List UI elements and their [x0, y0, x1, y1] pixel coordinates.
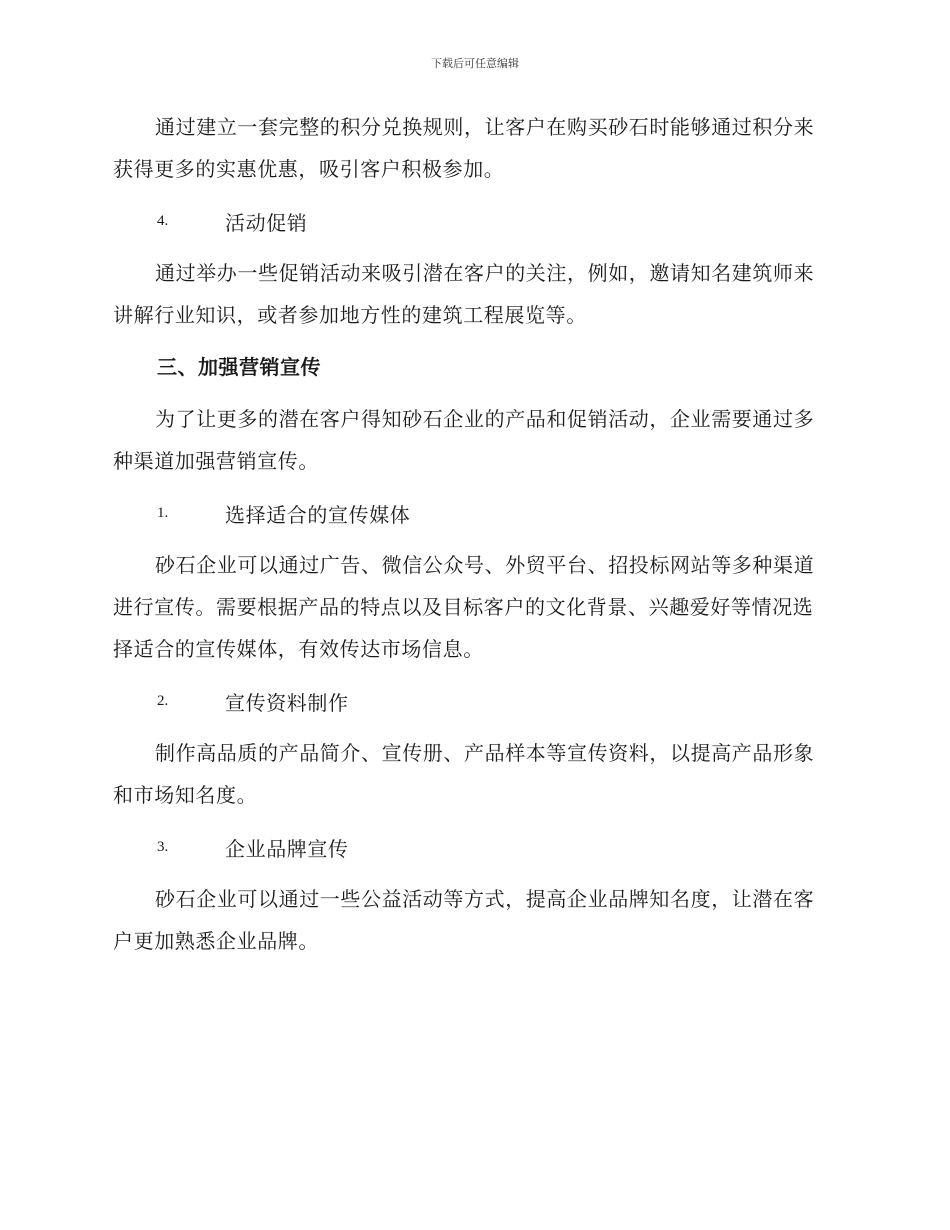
header-note: 下载后可任意编辑	[431, 57, 519, 70]
list-item-activity-promotion	[113, 200, 833, 242]
paragraph-points-exchange: 通过建立一套完整的积分兑换规则，让客户在购买砂石时能够通过积分来获得更多的实惠优惠，吸引客户积极参加。	[113, 115, 815, 181]
paragraph-media-channels: 砂石企业可以通过广告、微信公众号、外贸平台、招投标网站等多种渠道进行宣传。需要根据产品的特点以及目标客户的文化背景、兴趣爱好等情况选择适合的宣传媒体，有效传达市场信息。	[113, 553, 815, 661]
list-item-brand	[113, 826, 833, 868]
list-label: 企业品牌宣传	[225, 836, 349, 861]
paragraph-marketing-intro: 为了让更多的潜在客户得知砂石企业的产品和促销活动，企业需要通过多种渠道加强营销宣传。	[113, 407, 815, 473]
paragraph-promotion-activities: 通过举办一些促销活动来吸引潜在客户的关注，例如，邀请知名建筑师来讲解行业知识，或者参加地方性的建筑工程展览等。	[113, 261, 815, 327]
list-number: 2.	[157, 692, 169, 709]
list-label: 活动促销	[225, 210, 308, 235]
list-number: 1.	[157, 504, 169, 521]
list-item-choose-media	[113, 492, 833, 534]
list-number: 3.	[157, 838, 169, 855]
document-body	[113, 106, 833, 962]
list-label: 选择适合的宣传媒体	[225, 502, 411, 527]
paragraph-brand: 砂石企业可以通过一些公益活动等方式，提高企业品牌知名度，让潜在客户更加熟悉企业品牌。	[113, 887, 815, 953]
section-heading: 三、加强营销宣传	[157, 355, 321, 379]
list-number: 4.	[157, 212, 169, 229]
paragraph-materials: 制作高品质的产品简介、宣传册、产品样本等宣传资料，以提高产品形象和市场知名度。	[113, 741, 815, 807]
list-item-materials	[113, 680, 833, 722]
list-label: 宣传资料制作	[225, 690, 349, 715]
